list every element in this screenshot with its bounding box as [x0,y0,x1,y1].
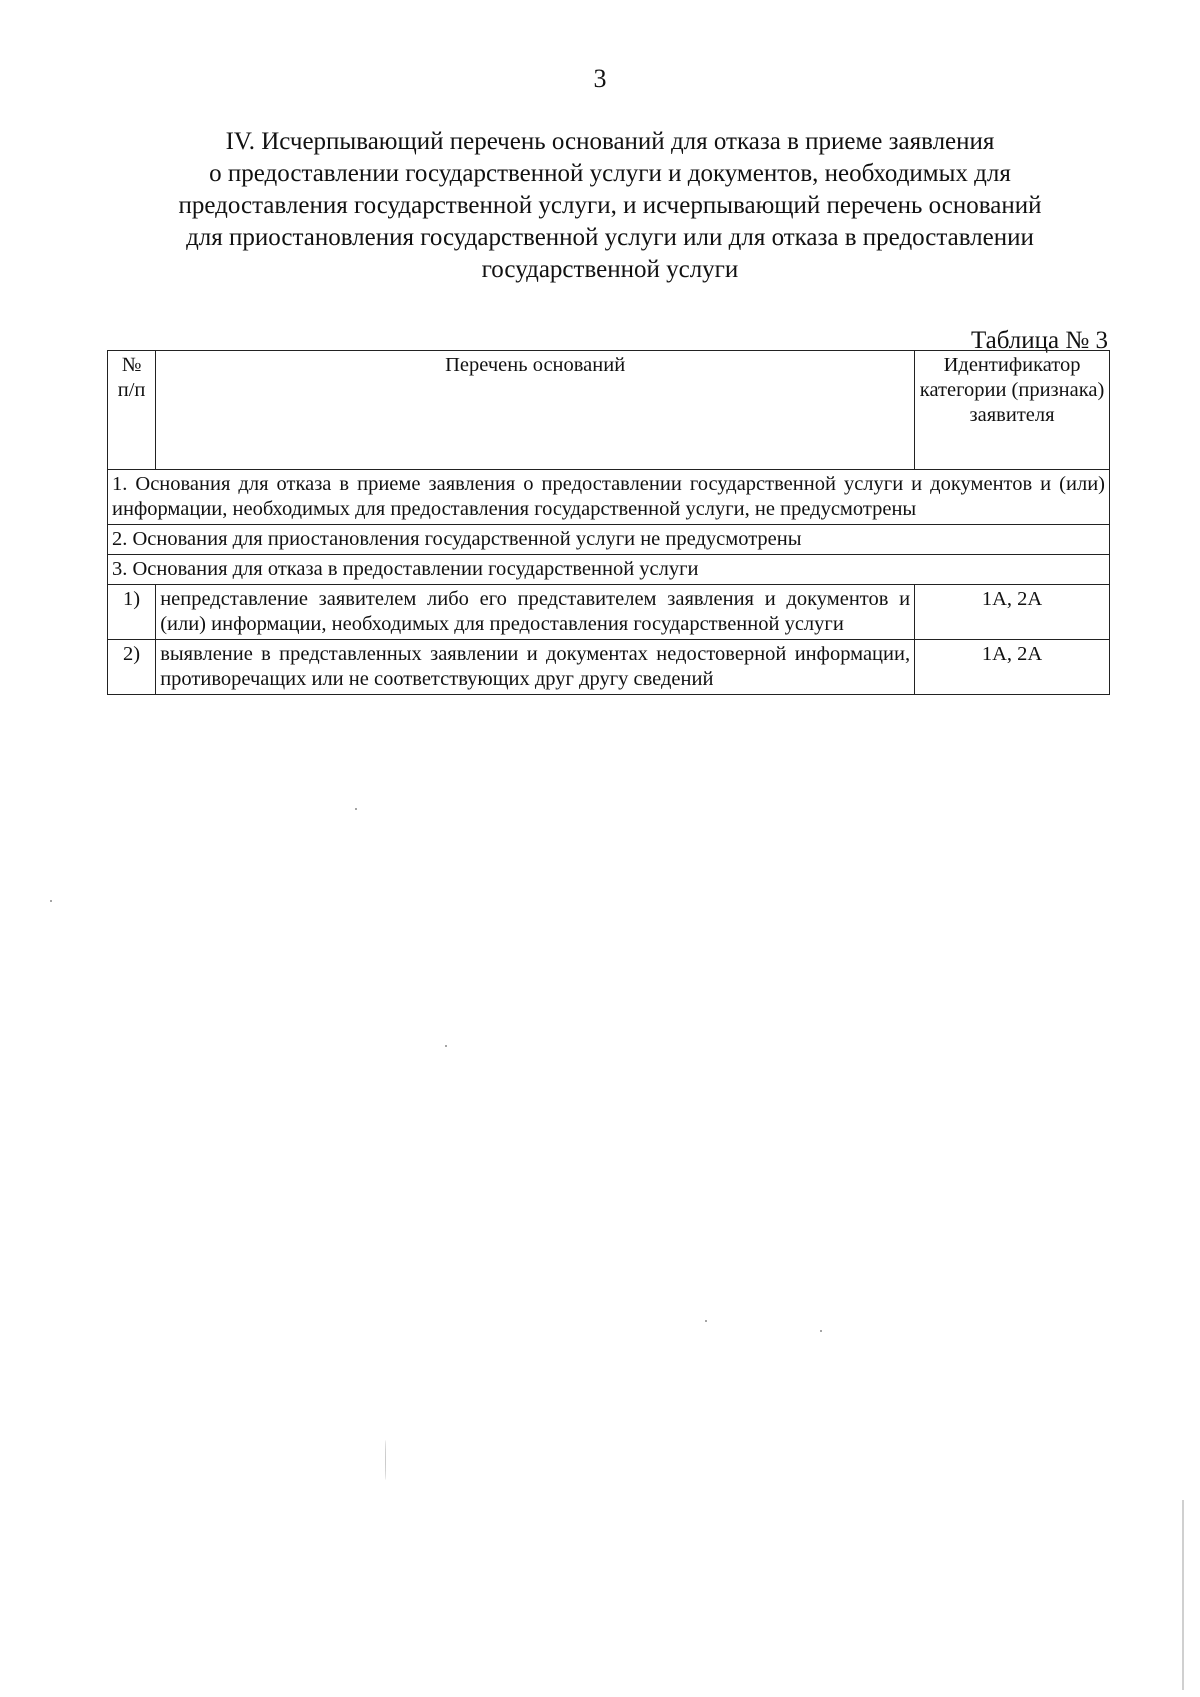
section-row [108,555,1110,585]
heading-line: о предоставлении государственной услуги и документов, необходимых для [209,160,1011,187]
row-number: 2) [108,640,156,695]
section-heading [110,126,1110,286]
scan-speck [355,808,357,810]
heading-line: государственной услуги [481,256,739,283]
section-row [108,525,1110,555]
section-row [108,470,1110,525]
table-caption: Таблица № 3 [970,327,1108,354]
section-text: 2. Основания для приостановления государственной услуги не предусмотрены [108,525,1110,555]
header-applicant-category-id: Идентификатор категории (признака) заявителя [915,351,1110,470]
row-description: выявление в представленных заявлении и документах недостоверной информации, противоречащих или не соответствующих друг другу сведений [156,640,915,695]
section-text: 1. Основания для отказа в приеме заявления о предоставлении государственной услуги и документов и (или) информации, необходимых для предоставления государственной услуги, не предусмотрены [108,470,1110,525]
grounds-table [107,350,1110,695]
scan-speck [50,900,52,902]
page-number: 3 [593,64,607,93]
header-grounds-list: Перечень оснований [156,351,915,470]
row-number: 1) [108,585,156,640]
table-header-row [108,351,1110,470]
header-number: № п/п [108,351,156,470]
table-row [108,585,1110,640]
heading-line: для приостановления государственной услуги или для отказа в предоставлении [186,224,1034,251]
heading-line: IV. Исчерпывающий перечень оснований для отказа в приеме заявления [225,128,995,155]
row-category-id: 1А, 2А [915,640,1110,695]
table-row [108,640,1110,695]
row-description: непредставление заявителем либо его представителем заявления и документов и (или) информации, необходимых для предоставления государственной услуги [156,585,915,640]
section-text: 3. Основания для отказа в предоставлении государственной услуги [108,555,1110,585]
scan-speck [1182,1500,1184,1690]
scan-speck [705,1320,707,1322]
scan-speck [385,1440,386,1480]
row-category-id: 1А, 2А [915,585,1110,640]
scan-speck [445,1045,447,1047]
heading-line: предоставления государственной услуги, и исчерпывающий перечень оснований [178,192,1042,219]
scan-speck [820,1330,822,1332]
